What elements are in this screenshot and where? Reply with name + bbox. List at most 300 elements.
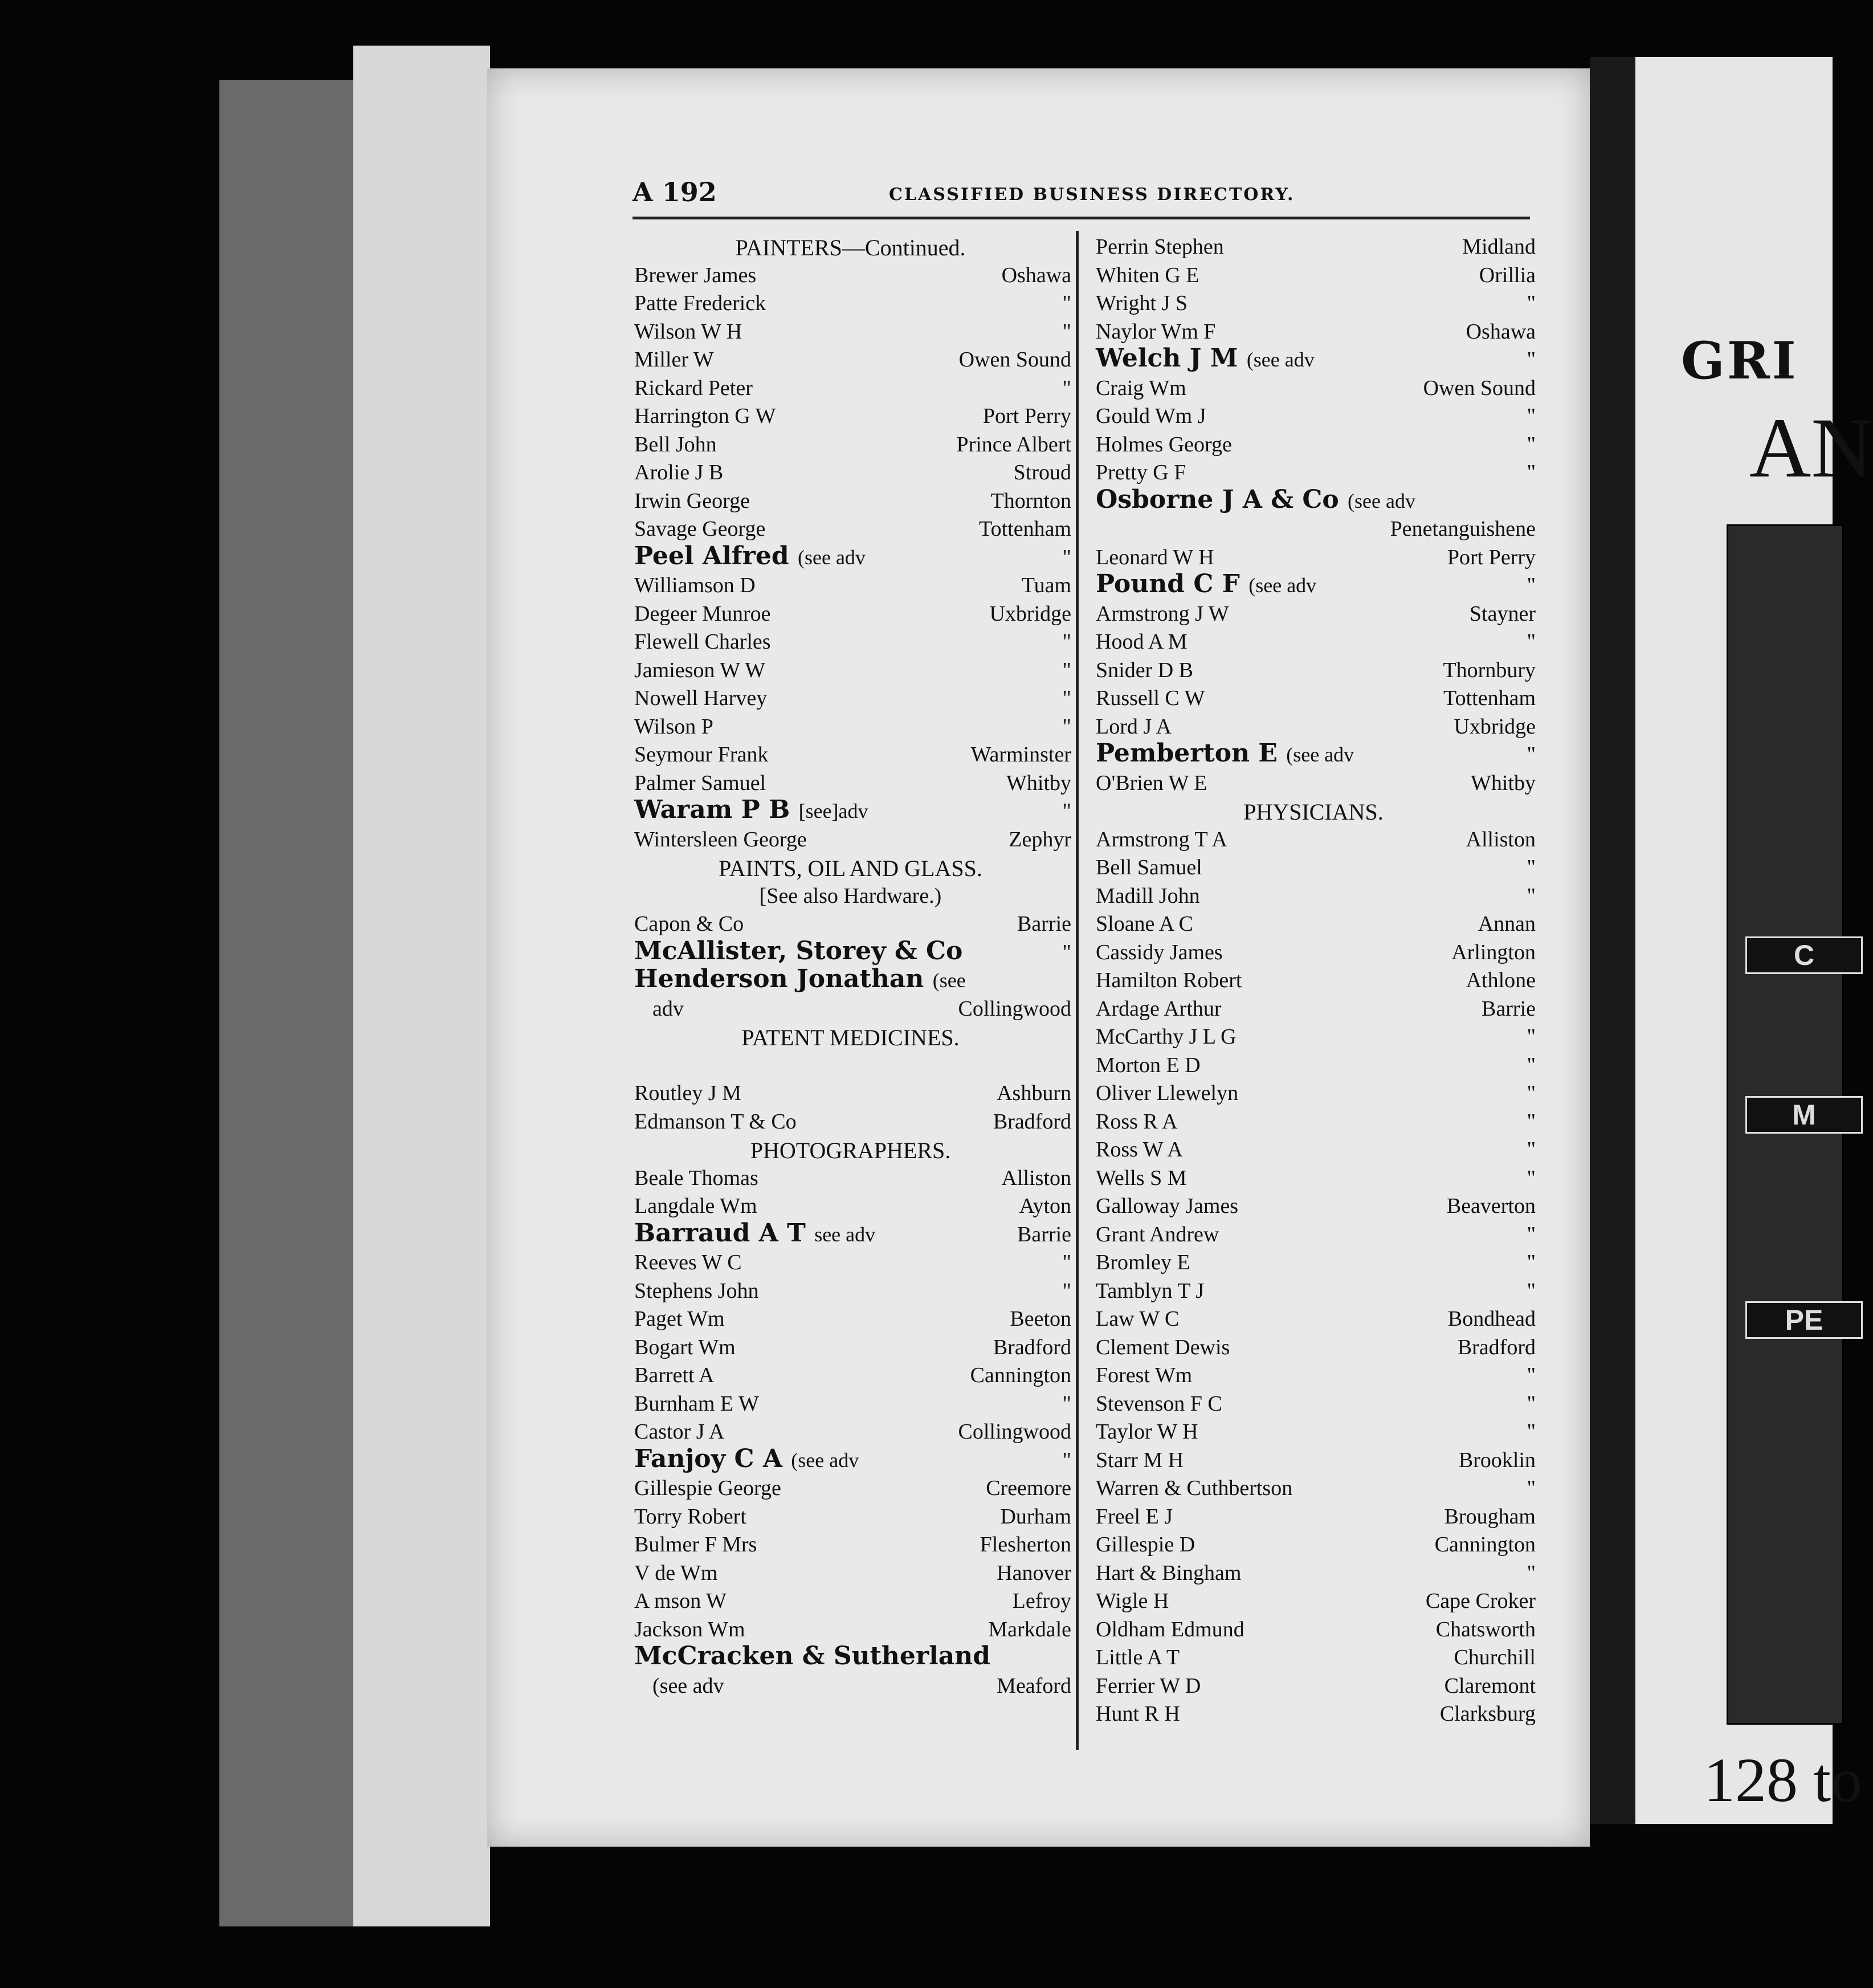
entry-name (1096, 855, 1202, 880)
directory-entry (630, 824, 1071, 852)
book-gutter (1590, 57, 1635, 1824)
directory-entry (630, 936, 1071, 965)
entry-name (634, 601, 771, 626)
directory-entry (1091, 513, 1536, 541)
entry-name-text: Gould Wm J (1096, 404, 1206, 428)
entry-name (1096, 658, 1193, 683)
directory-entry (1091, 1416, 1536, 1444)
entry-name-text: Capon & Co (634, 912, 744, 936)
directory-entry (630, 1275, 1071, 1303)
entry-name (1096, 460, 1186, 485)
entry-place: " (1062, 291, 1071, 315)
entry-name-text: Edmanson T & Co (634, 1109, 797, 1134)
entry-name (1096, 1081, 1238, 1106)
entry-name (634, 541, 866, 571)
entry-name-text: Irwin George (634, 488, 750, 513)
entry-name-text: Patte Frederick (634, 291, 766, 315)
entry-place: Thornbury (1443, 658, 1536, 682)
sign-pe: PE (1745, 1301, 1863, 1339)
entry-name-text: Perrin Stephen (1096, 235, 1224, 259)
entry-name (634, 376, 753, 401)
entry-place: Lefroy (1012, 1589, 1071, 1613)
directory-entry (630, 598, 1071, 626)
entry-name-text: Gillespie George (634, 1476, 781, 1500)
entry-place: Athlone (1466, 968, 1536, 992)
entry-name (634, 347, 714, 372)
directory-entry (1091, 287, 1536, 316)
directory-entry (1091, 1698, 1536, 1726)
entry-place: Cape Croker (1425, 1589, 1536, 1613)
entry-name-text: Nowell Harvey (634, 686, 768, 710)
entry-name (634, 1109, 797, 1134)
entry-place: Port Perry (982, 404, 1071, 428)
entry-name-text: adv (652, 996, 684, 1021)
entry-name (634, 488, 750, 514)
entry-name-text: Ross R A (1096, 1109, 1178, 1134)
directory-entry (630, 682, 1071, 711)
directory-entry (630, 711, 1071, 739)
entry-name (634, 686, 767, 711)
directory-entry (630, 1416, 1071, 1444)
entry-name (634, 771, 766, 796)
entry-name (652, 1673, 724, 1698)
entry-name (1096, 376, 1186, 401)
entry-name (1096, 1278, 1204, 1303)
entry-name-text: Waram P B (634, 795, 790, 824)
directory-entry (1091, 880, 1536, 909)
directory-entry (630, 1219, 1071, 1247)
directory-entry (1091, 1021, 1536, 1049)
entry-name (634, 1335, 736, 1360)
directory-entry (1091, 1388, 1536, 1416)
entry-place: Tottenham (1443, 686, 1536, 710)
directory-entry (1091, 259, 1536, 288)
entry-name-text: Naylor Wm F (1096, 319, 1216, 344)
directory-entry (630, 457, 1071, 485)
directory-entry (1091, 1472, 1536, 1501)
directory-entry (630, 739, 1071, 767)
entry-name-text: Pound C F (1096, 569, 1240, 598)
entry-name (1096, 1419, 1198, 1444)
entry-name (634, 1250, 742, 1275)
entry-place: Beaverton (1446, 1194, 1536, 1218)
entry-place: Ashburn (997, 1081, 1071, 1105)
entry-place: Arlington (1451, 940, 1536, 964)
section-heading: PAINTERS—Continued. (735, 235, 966, 260)
entry-name (634, 516, 765, 541)
entry-name (1096, 1250, 1190, 1275)
entry-place: Stayner (1469, 601, 1536, 626)
entry-name (1096, 1024, 1237, 1049)
entry-place: " (1527, 1081, 1536, 1105)
directory-entry (1091, 1303, 1536, 1331)
entry-place: " (1527, 630, 1536, 654)
entry-place: Tuam (1021, 573, 1071, 597)
entry-name (1096, 1588, 1169, 1614)
entry-name-text: Flewell Charles (634, 630, 771, 654)
entry-name (634, 291, 766, 316)
entry-name (1096, 545, 1214, 570)
entry-name (634, 460, 723, 485)
directory-entry (1091, 1049, 1536, 1078)
entry-name (634, 1166, 758, 1191)
directory-entry (630, 1472, 1071, 1501)
entry-place: " (1062, 658, 1071, 682)
directory-entry (1091, 400, 1536, 429)
entry-name-text: Bell Samuel (1096, 856, 1202, 879)
entry-name (634, 404, 776, 429)
entry-name-text: Reeves W C (634, 1250, 742, 1274)
entry-name-text: Ross W A (1096, 1138, 1183, 1162)
directory-entry (1091, 569, 1536, 598)
building-engraving (1727, 524, 1844, 1725)
entry-name-text: A mson W (634, 1589, 727, 1613)
entry-place: Beeton (1010, 1307, 1071, 1331)
entry-name-text: Wilson W H (634, 319, 742, 344)
directory-entry (1091, 1162, 1536, 1191)
entry-name-text: (see adv (652, 1673, 724, 1698)
entry-name-text: Hart & Bingham (1096, 1561, 1242, 1585)
facing-subheading: AN (1749, 401, 1873, 495)
entry-name (1096, 1109, 1178, 1134)
directory-entry (630, 1614, 1071, 1642)
entry-place: Owen Sound (958, 348, 1071, 372)
entry-place: " (1062, 1448, 1071, 1472)
column-divider (1076, 231, 1079, 1750)
entry-name (634, 827, 807, 852)
entry-place: Ayton (1019, 1194, 1071, 1218)
entry-name-text: Wright J S (1096, 291, 1188, 315)
entry-advert-note: (see adv (1286, 743, 1354, 766)
directory-entry (1091, 1670, 1536, 1698)
entry-place: Thornton (990, 488, 1071, 513)
entry-name-text: Ardage Arthur (1096, 996, 1222, 1021)
entry-place: Flesherton (980, 1533, 1071, 1557)
entry-name-text: Seymour Frank (634, 743, 769, 767)
left-column (630, 231, 1071, 1698)
page-header (633, 177, 1530, 219)
entry-name-text: Beale Thomas (634, 1166, 758, 1190)
entry-name-text: Holmes George (1096, 432, 1232, 457)
entry-name (1096, 1335, 1230, 1360)
entry-name (1096, 940, 1223, 965)
directory-entry (1091, 1585, 1536, 1614)
entry-name-text: Grant Andrew (1096, 1222, 1219, 1246)
directory-entry (630, 1162, 1071, 1191)
directory-entry (1091, 1077, 1536, 1106)
entry-name-text: Cassidy James (1096, 940, 1223, 964)
entry-name-text: Leonard W H (1096, 545, 1214, 569)
entry-name-text: Barraud A T (634, 1218, 806, 1248)
directory-entry (630, 541, 1071, 570)
entry-place: Zephyr (1009, 827, 1071, 852)
directory-entry (1091, 344, 1536, 372)
directory-entry (1091, 1106, 1536, 1134)
directory-entry (1091, 1219, 1536, 1247)
entry-place: Owen Sound (1423, 376, 1536, 400)
entry-place: Alliston (1001, 1166, 1071, 1190)
entry-name (1096, 1504, 1173, 1529)
directory-entry (1091, 372, 1536, 401)
directory-entry (1091, 316, 1536, 344)
entry-name (1096, 1701, 1180, 1726)
entry-name-text: Sloane A C (1096, 912, 1194, 936)
entry-place: Collingwood (958, 1420, 1071, 1444)
directory-entry (630, 485, 1071, 514)
directory-entry (630, 1444, 1071, 1473)
facing-heading: GRI (1681, 331, 1798, 391)
entry-place: Uxbridge (989, 601, 1071, 626)
directory-entry (630, 1529, 1071, 1557)
entry-place: " (1527, 1109, 1536, 1134)
directory-entry (1091, 852, 1536, 880)
entry-name (634, 1444, 859, 1473)
directory-entry (630, 372, 1071, 401)
entry-advert-note: (see adv (1248, 574, 1317, 597)
entry-name-text: O'Brien W E (1096, 771, 1207, 795)
directory-entry (630, 513, 1071, 541)
entry-name-text: Wells S M (1096, 1166, 1187, 1190)
entry-name-text: Armstrong T A (1096, 827, 1227, 852)
entry-name-text: Paget Wm (634, 1307, 725, 1331)
directory-entry (630, 1077, 1071, 1106)
entry-name (1096, 629, 1187, 654)
page-number: A 192 (633, 177, 717, 207)
entry-place: Cannington (970, 1363, 1071, 1387)
entry-name (1096, 1391, 1222, 1416)
entry-name (634, 795, 868, 824)
entry-name-text: Craig Wm (1096, 376, 1186, 400)
entry-name-text: Welch J M (1096, 344, 1238, 373)
directory-entry (630, 1246, 1071, 1275)
entry-name-text: Little A T (1096, 1645, 1180, 1669)
directory-entry (630, 569, 1071, 598)
entry-name (1096, 291, 1188, 316)
entry-name-text: McCarthy J L G (1096, 1025, 1237, 1049)
entry-name (1096, 1363, 1192, 1388)
entry-name (634, 1081, 741, 1106)
directory-entry (630, 1670, 1071, 1698)
entry-place: Alliston (1466, 827, 1536, 852)
entry-name-text: Savage George (634, 517, 766, 541)
entry-place: Bondhead (1447, 1307, 1536, 1331)
entry-name (652, 996, 684, 1021)
directory-entry (1091, 682, 1536, 711)
entry-name (634, 1588, 727, 1614)
entry-name-text: Henderson Jonathan (634, 964, 924, 993)
entry-place: Penetanguishene (1390, 517, 1536, 541)
entry-place: Uxbridge (1454, 714, 1536, 739)
entry-name (1096, 1053, 1201, 1078)
entry-place: Annan (1478, 912, 1536, 936)
entry-place: Creemore (986, 1476, 1071, 1500)
entry-place: " (1062, 376, 1071, 400)
entry-name (634, 1641, 990, 1671)
directory-entry (1091, 1557, 1536, 1586)
directory-entry (1091, 1501, 1536, 1529)
entry-advert-note: (see adv (1348, 489, 1415, 512)
entry-name (1096, 1306, 1179, 1331)
entry-name (1096, 827, 1227, 852)
directory-entry (1091, 908, 1536, 936)
entry-name (1096, 883, 1200, 909)
entry-name-text: Routley J M (634, 1081, 741, 1105)
entry-place: " (1527, 883, 1536, 908)
directory-entry (1091, 598, 1536, 626)
entry-place: " (1527, 404, 1536, 428)
entry-advert-note: see adv (814, 1223, 876, 1246)
entry-place: Orillia (1479, 263, 1536, 287)
entry-name (1096, 1645, 1180, 1670)
directory-entry (1091, 1275, 1536, 1303)
section-heading: PHOTOGRAPHERS. (750, 1138, 951, 1163)
sign-m: M (1745, 1096, 1863, 1134)
directory-entry (1091, 1444, 1536, 1473)
entry-place: Whitby (1006, 771, 1071, 795)
entry-name-text: V de Wm (634, 1561, 718, 1585)
entry-name-text: Ferrier W D (1096, 1673, 1201, 1698)
entry-name (1096, 1193, 1238, 1219)
entry-place: Midland (1462, 235, 1536, 259)
entry-name (634, 1391, 759, 1416)
entry-name (1096, 263, 1199, 288)
entry-name (634, 1617, 745, 1642)
directory-entry (630, 1331, 1071, 1360)
entry-place: Meaford (997, 1673, 1071, 1698)
entry-place: Barrie (1017, 912, 1071, 936)
entry-name-text: Rickard Peter (634, 376, 753, 400)
entry-place: Stroud (1013, 461, 1071, 484)
directory-entry (630, 400, 1071, 429)
entry-name (634, 263, 756, 288)
entry-name (1096, 1222, 1219, 1247)
entry-name-text: Whiten G E (1096, 263, 1199, 287)
directory-entry (1091, 1641, 1536, 1670)
entry-name-text: Russell C W (1096, 686, 1205, 710)
directory-entry (630, 429, 1071, 457)
entry-place: " (1062, 799, 1071, 823)
directory-entry (630, 1359, 1071, 1388)
entry-name-text: Burnham E W (634, 1391, 759, 1416)
entry-place: Clarksburg (1439, 1702, 1536, 1726)
directory-entry (630, 964, 1071, 993)
entry-name (1096, 404, 1206, 429)
entry-place: " (1062, 940, 1071, 964)
entry-name-text: McAllister, Storey & Co (634, 936, 963, 966)
entry-name (1096, 234, 1224, 259)
entry-name-text: Hunt R H (1096, 1702, 1180, 1726)
entry-place: " (1062, 630, 1071, 654)
entry-name (1096, 601, 1229, 626)
entry-name (634, 742, 768, 767)
entry-place: " (1062, 1250, 1071, 1274)
entry-place: Bradford (993, 1109, 1071, 1134)
directory-entry (1091, 654, 1536, 683)
entry-name (1096, 968, 1242, 993)
entry-name-text: Degeer Munroe (634, 601, 771, 626)
entry-name-text: Warren & Cuthbertson (1096, 1476, 1293, 1500)
entry-place: Warminster (970, 743, 1071, 767)
entry-name (634, 319, 742, 344)
directory-entry (630, 1557, 1071, 1586)
entry-name-text: Fanjoy C A (634, 1444, 782, 1473)
entry-place: Bradford (1457, 1335, 1536, 1359)
entry-place: " (1527, 573, 1536, 597)
entry-name (1096, 996, 1222, 1021)
entry-name-text: Madill John (1096, 883, 1200, 908)
directory-entry (630, 1106, 1071, 1134)
entry-name (1096, 319, 1215, 344)
directory-entry (1091, 231, 1536, 259)
directory-entry (1091, 1359, 1536, 1388)
directory-entry (1091, 993, 1536, 1021)
sign-c: C (1745, 936, 1863, 974)
right-column (1091, 231, 1536, 1726)
directory-entry (1091, 457, 1536, 485)
entry-name-text: Wilson P (634, 714, 713, 739)
entry-advert-note: [see]adv (798, 800, 868, 822)
entry-advert-note: (see adv (797, 545, 866, 569)
entry-name (1096, 1137, 1183, 1162)
entry-place: " (1062, 1278, 1071, 1303)
entry-name-text: McCracken & Sutherland (634, 1641, 991, 1671)
facing-page (1635, 57, 1873, 1824)
directory-entry (630, 1388, 1071, 1416)
directory-entry (1091, 1614, 1536, 1642)
entry-name (1096, 1166, 1187, 1191)
section-note: [See also Hardware.) (759, 883, 942, 908)
entry-name (1096, 771, 1207, 796)
entry-place: " (1062, 319, 1071, 344)
entry-name-text: Starr M H (1096, 1448, 1184, 1472)
directory-entry (1091, 1246, 1536, 1275)
entry-place: " (1527, 1138, 1536, 1162)
entry-place: Markdale (988, 1617, 1071, 1641)
entry-place: " (1527, 1363, 1536, 1387)
directory-entry (1091, 936, 1536, 965)
entry-name-text: Barrett A (634, 1363, 715, 1387)
entry-name (634, 629, 771, 654)
entry-name-text: Clement Dewis (1096, 1335, 1230, 1359)
directory-entry (1091, 824, 1536, 852)
directory-entry (1091, 964, 1536, 993)
entry-name (1096, 1673, 1201, 1698)
directory-entry (1091, 1190, 1536, 1219)
entry-advert-note: (see adv (791, 1448, 859, 1472)
entry-name (634, 1419, 724, 1444)
entry-name-text: Galloway James (1096, 1194, 1239, 1218)
entry-name-text: Lord J A (1096, 714, 1172, 739)
entry-place: " (1527, 1476, 1536, 1500)
directory-entry (630, 767, 1071, 796)
entry-place: Bradford (993, 1335, 1071, 1359)
entry-name-text: Jamieson W W (634, 658, 766, 682)
directory-entry (630, 1501, 1071, 1529)
entry-place: Tottenham (979, 517, 1071, 541)
directory-entry (1091, 711, 1536, 739)
entry-place: " (1527, 1278, 1536, 1303)
entry-place: " (1527, 1561, 1536, 1585)
entry-place: " (1062, 545, 1071, 569)
entry-place: Oshawa (1466, 319, 1536, 344)
entry-name-text: Langdale Wm (634, 1194, 757, 1218)
entry-name-text: Torry Robert (634, 1504, 746, 1529)
entry-place: Churchill (1454, 1645, 1536, 1669)
entry-place: " (1527, 432, 1536, 457)
entry-place: Oshawa (1001, 263, 1071, 287)
entry-place: " (1527, 1222, 1536, 1246)
entry-name-text: Tamblyn T J (1096, 1278, 1205, 1303)
